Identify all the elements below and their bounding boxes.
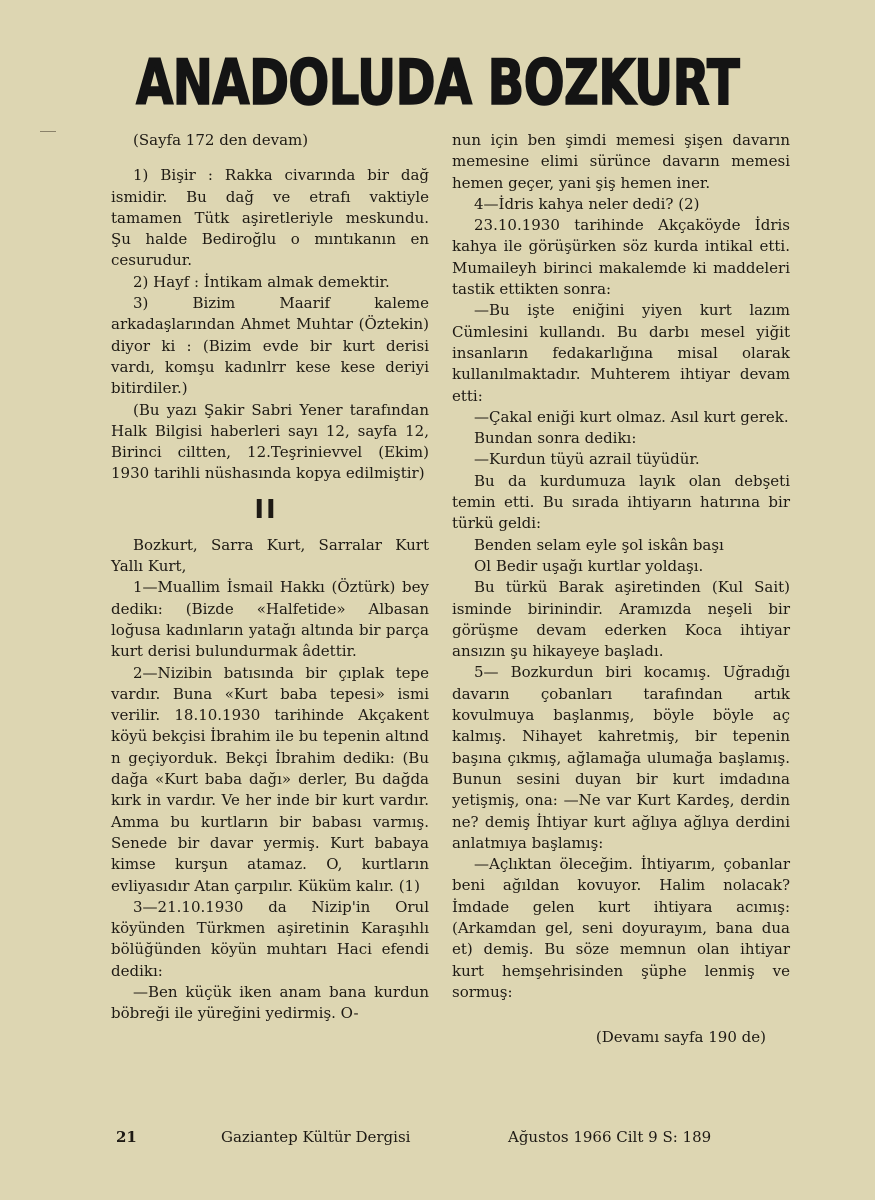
paragraph: —Çakal eniği kurt olmaz. Asıl kurt gerek. (474, 407, 789, 426)
paragraph: —Açlıktan öleceğim. İhtiyarım, çobanlar beni ağıldan kovuyor. Halim nolacak? İmdade gelen kurt ihtiyara acımış: (Arkamdan gel, seni doyurayım, bana dua et) demiş. Bu söze memnun olan ihtiyar kurt hemşehrisinden şüphe lenmiş ve sormuş: (452, 855, 790, 1001)
continued-on: (Devamı sayfa 190 de) (595, 1028, 766, 1047)
footnote-2: 2) Hayf : İntikam almak demektir. (133, 272, 390, 291)
paragraph: 3—21.10.1930 da Nizip'in Orul köyünden Türkmen aşiretinin Karaşıhlı bölüğünden köyün muhtarı Haci efendi dedikı: (111, 897, 429, 980)
issue-info: Ağustos 1966 Cilt 9 S: 189 (508, 1128, 712, 1146)
paragraph: —Ben küçük iken anam bana kurdun böbreği ile yüreğini yedirmiş. O- (111, 982, 429, 1023)
section-numeral: II (254, 494, 278, 525)
source-note: (Bu yazı Şakir Sabri Yener tarafından Halk Bilgisi haberleri sayı 12, sayfa 12, Birinci ciltten, 12.Teşrinievvel (Ekim) 1930 tarihli nüshasında kopya edilmiştir) (111, 400, 429, 483)
paragraph: 4—İdris kahya neler dedi? (2) (474, 194, 700, 213)
margin-mark (40, 131, 56, 132)
page-number: 21 (116, 1128, 137, 1146)
paragraph: Bu da kurdumuza layık olan debşeti temin etti. Bu sırada ihtiyarın hatırına bir türkü geldi: (452, 471, 790, 533)
paragraph: Bundan sonra dedikı: (474, 429, 637, 448)
paragraph: 1—Muallim İsmail Hakkı (Öztürk) bey dedikı: (Bizde «Halfetide» Albasan loğusa kadınların yatağı altında bir parça kurt derisi bulundurmak âdettir. (111, 578, 429, 661)
paragraph: 2—Nizibin batısında bir çıplak tepe vardır. Buna «Kurt baba tepesi» ismi verilir. 18.10.1930 tarihinde Akçakent köyü bekçisi İbrahim ile bu tepenin altınd n geçiyorduk. Bekçi İbrahim dedikı: (Bu dağa «Kurt baba dağı» derler, Bu dağda kırk in vardır. Ve her inde bir kurt vardır. Amma bu kurtların bir babası varmış. Senede bir davar yermiş. Kurt babaya kimse kurşun atamaz. O, kurtların evliyasıdır Atan çarpılır. Küküm kalır. (1) (111, 663, 429, 895)
verse-line: Ol Bedir uşağı kurtlar yoldaşı. (474, 556, 704, 575)
verse-line: Benden selam eyle şol iskân başı (474, 535, 724, 554)
right-column (452, 130, 790, 1048)
left-column (111, 130, 429, 1025)
paragraph: nun için ben şimdi memesi şişen davarın memesine elimi sürünce davarın memesi hemen geçer, yani şiş hemen iner. (452, 131, 790, 192)
paragraph: —Kurdun tüyü azrail tüyüdür. (474, 450, 700, 469)
paragraph: Bozkurt, Sarra Kurt, Sarralar Kurt Yallı Kurt, (111, 535, 429, 576)
article-title: ANADOLUDA BOZKURT (135, 46, 740, 119)
footnote-3: 3) Bizim Maarif kaleme arkadaşlarından Ahmet Muhtar (Öztekin) diyor ki : (Bizim evde bir kurt derisi vardı, komşu kadınlrr kese kese deriyi bitirdiler.) (111, 294, 429, 398)
paragraph: 5— Bozkurdun biri kocamış. Uğradığı davarın çobanları tarafından artık kovulmuya başlanmış, böyle böyle aç kalmış. Nihayet kahretmiş, bir tepenin başına çıkmış, ağlamağa ulumağa başlamış. Bunun sesini duyan bir kurt imdadına yetişmiş, ona: —Ne var Kurt Kardeş, derdin ne? demiş İhtiyar kurt ağlıya ağlıya derdini anlatmıya başlamış: (452, 663, 790, 852)
footnote-1: 1) Bişir : Rakka civarında bir dağ ismidir. Bu dağ ve etrafı vaktiyle tamamen Tütk aşiretleriyle meskundu. Şu halde Bediroğlu o mıntıkanın en cesurudur. (111, 166, 429, 270)
paragraph: Bu türkü Barak aşiretinden (Kul Sait) isminde birinindir. Aramızda neşeli bir görüşme devam ederken Koca ihtiyar ansızın şu hikayeye başladı. (452, 578, 790, 661)
magazine-name: Gaziantep Kültür Dergisi (221, 1128, 411, 1146)
continued-from: (Sayfa 172 den devam) (133, 131, 309, 149)
paragraph: 23.10.1930 tarihinde Akçaköyde İdris kahya ile görüşürken söz kurda intikal etti. Mumaileyh birinci makalemde ki maddeleri tastik ettikten sonra: (452, 216, 790, 299)
paragraph: —Bu işte eniğini yiyen kurt lazım Cümlesini kullandı. Bu darbı mesel yiğit insanların fedakarlığına misal olarak kullanılmaktadır. Muhterem ihtiyar devam etti: (452, 301, 790, 405)
